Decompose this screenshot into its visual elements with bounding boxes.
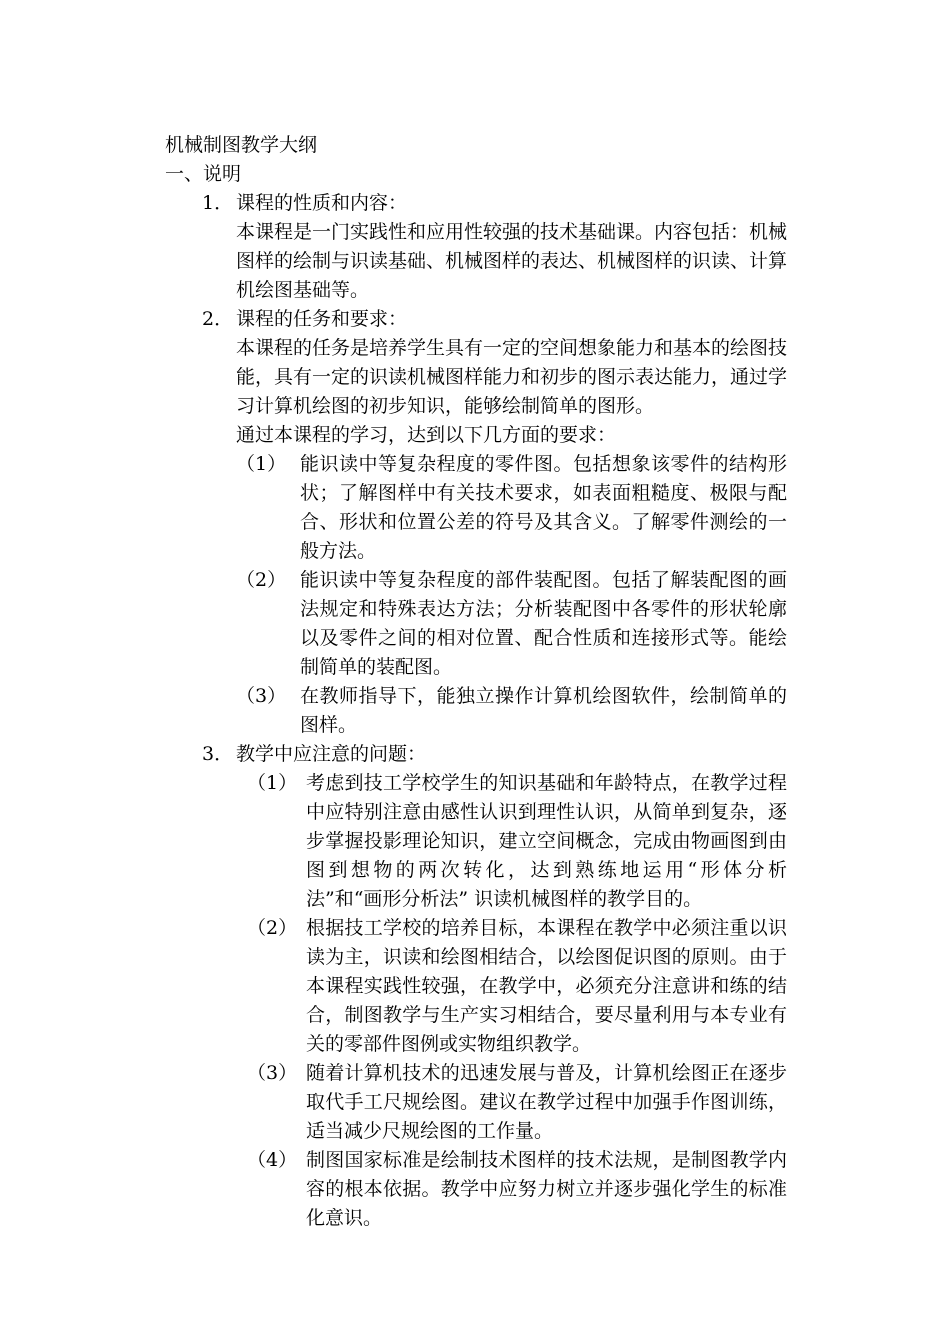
- item-3-number: 3．: [202, 743, 234, 765]
- item-1-number: 1．: [202, 192, 234, 214]
- item-1-body: 本课程是一门实践性和应用性较强的技术基础课。内容包括：机械图样的绘制与识读基础、机械图样的表达、机械图样的识读、计算机绘图基础等。: [236, 221, 788, 301]
- item-3-sub-4-text: 制图国家标准是绘制技术图样的技术法规，是制图教学内容的根本依据。教学中应努力树立并逐步强化学生的标准化意识。: [306, 1149, 787, 1229]
- item-2-intro: 通过本课程的学习，达到以下几方面的要求：: [236, 424, 617, 446]
- item-3-sub-2-number: （2）: [247, 917, 298, 939]
- item-2-sub-1-text: 能识读中等复杂程度的零件图。包括想象该零件的结构形状；了解图样中有关技术要求，如表面粗糙度、极限与配合、形状和位置公差的符号及其含义。了解零件测绘的一般方法。: [300, 453, 787, 562]
- item-1-title: 课程的性质和内容：: [236, 192, 408, 214]
- item-3-title: 教学中应注意的问题：: [236, 743, 427, 765]
- item-3-sub-3-number: （3）: [247, 1062, 298, 1084]
- item-3-sub-1-text: 考虑到技工学校学生的知识基础和年龄特点，在教学过程中应特别注意由感性认识到理性认识，从简单到复杂，逐步掌握投影理论知识，建立空间概念，完成由物画图到由图到想物的两次转化，达到熟练地运用“形体分析法”和“画形分析法” 识读机械图样的教学目的。: [306, 772, 787, 910]
- item-2-sub-3-number: （3）: [236, 685, 287, 707]
- document-title: 机械制图教学大纲: [165, 134, 318, 156]
- item-3-sub-4-number: （4）: [247, 1149, 298, 1171]
- item-2-sub-3-text: 在教师指导下，能独立操作计算机绘图软件，绘制简单的图样。: [300, 685, 787, 736]
- item-2-body: 本课程的任务是培养学生具有一定的空间想象能力和基本的绘图技能，具有一定的识读机械图样能力和初步的图示表达能力，通过学习计算机绘图的初步知识，能够绘制简单的图形。: [236, 337, 788, 417]
- section-heading: 一、说明: [165, 163, 242, 185]
- item-3-sub-2-text: 根据技工学校的培养目标，本课程在教学中必须注重以识读为主，识读和绘图相结合，以绘图促识图的原则。由于本课程实践性较强，在教学中，必须充分注意讲和练的结合，制图教学与生产实习相结合，要尽量利用与本专业有关的零部件图例或实物组织教学。: [306, 917, 787, 1055]
- item-2-sub-2-number: （2）: [236, 569, 287, 591]
- item-2-sub-1-number: （1）: [236, 453, 287, 475]
- item-3-sub-1-number: （1）: [247, 772, 298, 794]
- item-3-sub-3-text: 随着计算机技术的迅速发展与普及，计算机绘图正在逐步取代手工尺规绘图。建议在教学过程中加强手作图训练，适当减少尺规绘图的工作量。: [306, 1062, 787, 1142]
- item-2-title: 课程的任务和要求：: [236, 308, 408, 330]
- item-2-number: 2．: [202, 308, 234, 330]
- item-2-sub-2-text: 能识读中等复杂程度的部件装配图。包括了解装配图的画法规定和特殊表达方法；分析装配图中各零件的形状轮廓以及零件之间的相对位置、配合性质和连接形式等。能绘制简单的装配图。: [300, 569, 787, 678]
